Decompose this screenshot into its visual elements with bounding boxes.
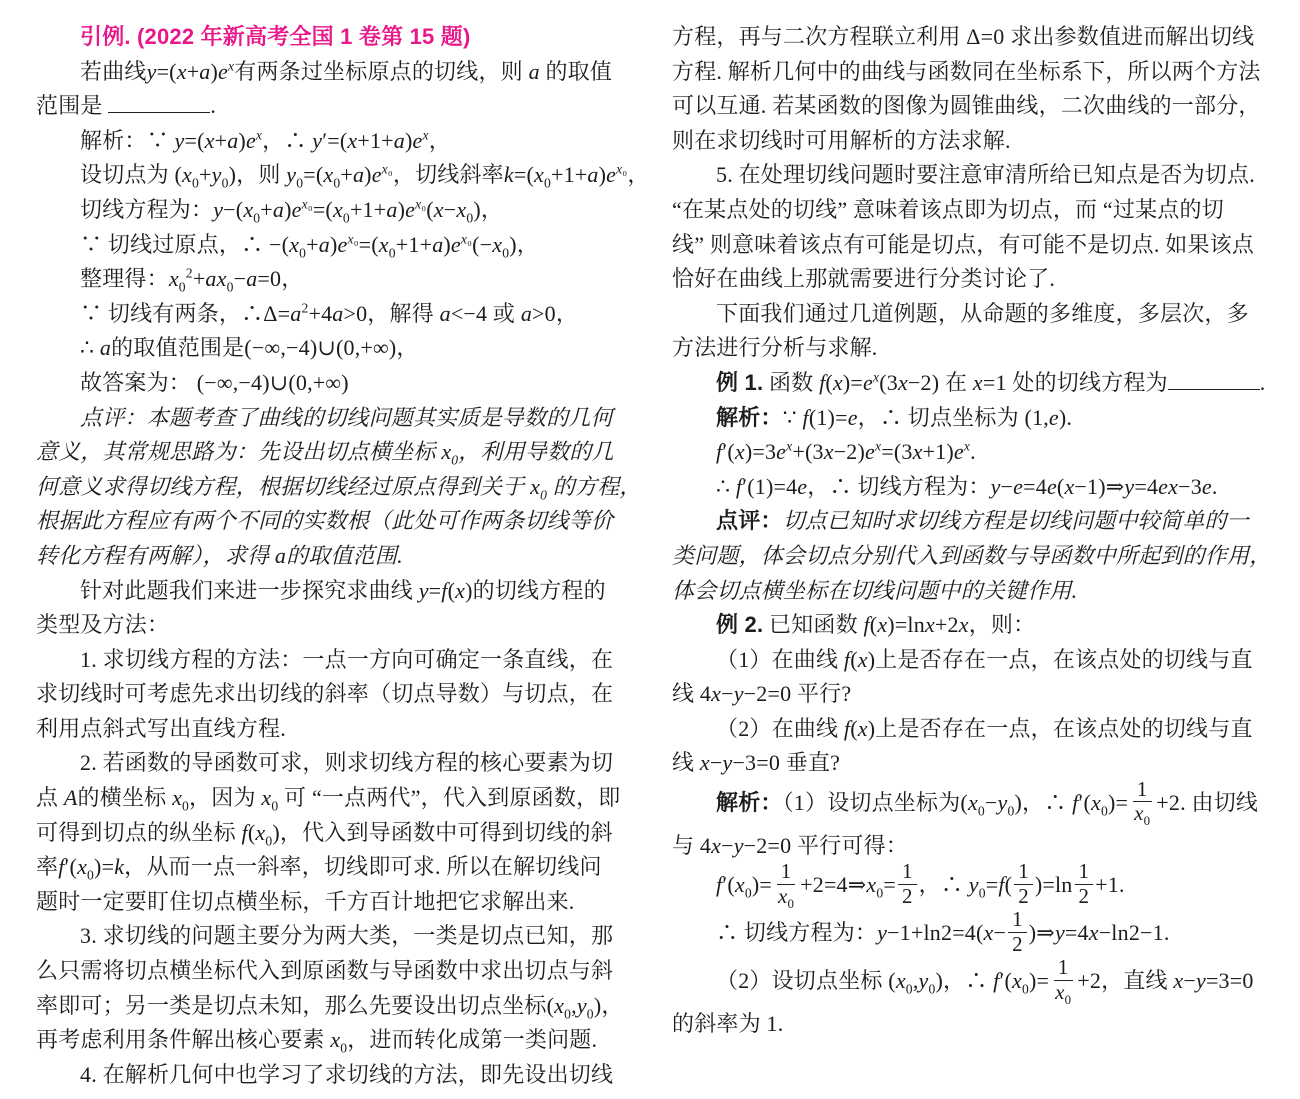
text-line: 线” 则意味着该点有可能是切点，有可能不是切点. 如果该点 [672, 231, 1255, 257]
text-line: 么只需将切点横坐标代入到原函数与导函数中求出切点与斜 [36, 958, 614, 984]
text-line: 点评：切点已知时求切线方程是切线问题中较简单的一 [716, 508, 1249, 534]
text-line: 线 x−y−3=0 垂直? [672, 750, 841, 776]
text-line: 可以互通. 若某函数的图像为圆锥曲线，二次曲线的一部分， [672, 93, 1261, 119]
text-line: 范围是 . [36, 93, 217, 119]
text-line: 5. 在处理切线问题时要注意审清所给已知点是否为切点. [716, 162, 1255, 188]
text-line: 整理得：$x_0^2+ax_0-a=0$， [80, 265, 304, 295]
text-line: 点评：本题考查了曲线的切线问题其实质是导数的几何 [80, 404, 613, 430]
text-line: 的斜率为 1. [672, 1010, 784, 1036]
text-line: 率即可；另一类是切点未知，那么先要设出切点坐标$(x_0,y_0)$， [36, 992, 624, 1022]
text-line: 设切点为 $(x_0+y_0)$，则 $y_0=(x_0+a)e^{x_0}$，切线斜率$k=(x_0+1+a)e^{x_0}$， [80, 162, 650, 191]
text-line: 线 4x−y−2=0 平行? [672, 681, 852, 707]
text-line: 解析：（1）设切点坐标为$(x_0-y_0)$，∴ $f'(x_0)=$ $\frac{1}{x_0}$ +2. 由切线 [716, 777, 1259, 829]
text-line: 类型及方法： [36, 612, 170, 638]
text-line: 根据此方程应有两个不同的实数根（此处可作两条切线等价 [36, 508, 614, 534]
text-line: 方法进行分析与求解. [672, 335, 878, 361]
text-line: 题时一定要盯住切点横坐标，千方百计地把它求解出来. [36, 888, 575, 914]
text-line: 针对此题我们来进一步探究求曲线 y=f(x)的切线方程的 [80, 577, 606, 603]
text-line: 若曲线$y=(x+a)e^x$有两条过坐标原点的切线，则 a 的取值 [80, 58, 613, 84]
text-line: 求切线时可考虑先求出切线的斜率（切点导数）与切点，在 [36, 681, 614, 707]
text-line: ∴ f′(1)=4e，∴ 切线方程为：y−e=4e(x−1)⇒y=4ex−3e. [716, 473, 1218, 499]
text-line: ∴ a的取值范围是(−∞,−4)∪(0,+∞)， [80, 335, 419, 361]
text-line: 点 A的横坐标 $x_0$，因为 $x_0$ 可 “一点两代”，代入到原函数，即 [36, 785, 621, 814]
text-line: 与 4x−y−2=0 平行可得： [672, 832, 908, 858]
left-column [36, 20, 650, 1092]
text-line: 意义，其常规思路为：先设出切点横坐标 $x_0$，利用导数的几 [36, 439, 614, 468]
text-line: （2）设切点坐标 $(x_0,y_0)$，∴ $f'(x_0)=$ $\frac{1}{x_0}$ +2，直线 x−y=3=0 [716, 955, 1254, 1007]
text-line: 3. 求切线的问题主要分为两大类，一类是切点已知，那 [80, 923, 614, 949]
text-line: 则在求切线时可用解析的方法求解. [672, 127, 1011, 153]
text-line: 方程. 解析几何中的曲线与函数同在坐标系下，所以两个方法 [672, 58, 1261, 84]
text-line: ∵ 切线有两条，$\therefore\Delta=a^2+4a>0$，解得 a<−4 或 a>0， [80, 300, 579, 326]
text-line: 转化方程有两解），求得 a的取值范围. [36, 542, 403, 568]
text-line: ∴ 切线方程为：y−1+ln2=4(x− $\frac{1}{2}$ )⇒y=4x−ln2−1. [716, 907, 1170, 956]
text-line: 利用点斜式写出直线方程. [36, 715, 286, 741]
text-line: 例 2. 已知函数 f(x)=lnx+2x，则： [716, 612, 1036, 638]
text-line: “在某点处的切线” 意味着该点即为切点，而 “过某点的切 [672, 196, 1224, 222]
text-line: 体会切点横坐标在切线问题中的关键作用. [672, 577, 1078, 603]
text-line: $f'(x_0)=$ $\frac{1}{x_0}$ $+2=4\Rightarrow x_0=$ $\frac{1}{2}$ ，∴ $y_0=f$( $\frac{1}{2}$ )=ln $\frac{1}{2}$ +1. [716, 859, 1125, 912]
text-line: ∵ 切线过原点，∴ $-(x_0+a)e^{x_0}=(x_0+1+a)e^{x_0}(-x_0)$， [80, 231, 539, 260]
text-line: （2）在曲线 f(x)上是否存在一点，在该点处的切线与直 [716, 715, 1253, 741]
text-line: 4. 在解析几何中也学习了求切线的方法，即先设出切线 [80, 1061, 614, 1087]
text-line: 率$f'(x_0)=k$，从而一点一斜率，切线即可求. 所以在解切线问 [36, 854, 602, 883]
text-line: 切线方程为：$y-(x_0+a)e^{x_0}=(x_0+1+a)e^{x_0}(x-x_0)$， [80, 196, 504, 226]
text-line: 可得到切点的纵坐标 $f(x_0)$，代入到导函数中可得到切线的斜 [36, 819, 613, 849]
text-line: 解析：∵ f(1)=e，∴ 切点坐标为 (1,e). [716, 404, 1073, 430]
right-column [672, 20, 1272, 1042]
text-line: 1. 求切线方程的方法：一点一方向可确定一条直线，在 [80, 646, 614, 672]
text-line: 方程，再与二次方程联立利用 Δ=0 求出参数值进而解出切线 [672, 24, 1255, 49]
text-line: 恰好在曲线上那就需要进行分类讨论了. [672, 266, 1056, 292]
text-line: 解析：∵ $y=(x+a)e^x$，∴ $y'=(x+1+a)e^x$， [80, 127, 451, 153]
text-line: 何意义求得切线方程，根据切线经过原点得到关于 $x_0$ 的方程， [36, 473, 642, 503]
text-line: 故答案为： (−∞,−4)∪(0,+∞) [80, 369, 349, 395]
text-line: 2. 若函数的导函数可求，则求切线方程的核心要素为切 [80, 750, 614, 776]
section-heading: 引例. (2022 年新高考全国 1 卷第 15 题) [80, 24, 471, 49]
text-line: $f'(x)=3e^x+(3x-2)e^x=(3x+1)e^x$. [716, 438, 976, 465]
text-line: 例 1. 函数 $f(x)=e^x(3x-2)$ 在 x=1 处的切线方程为 . [716, 369, 1266, 395]
text-line: 再考虑利用条件解出核心要素 $x_0$，进而转化成第一类问题. [36, 1027, 598, 1056]
text-line: （1）在曲线 f(x)上是否存在一点，在该点处的切线与直 [716, 646, 1253, 672]
text-line: 类问题，体会切点分别代入到函数与导函数中所起到的作用， [672, 542, 1272, 568]
text-line: 下面我们通过几道例题，从命题的多维度，多层次，多 [716, 300, 1249, 326]
